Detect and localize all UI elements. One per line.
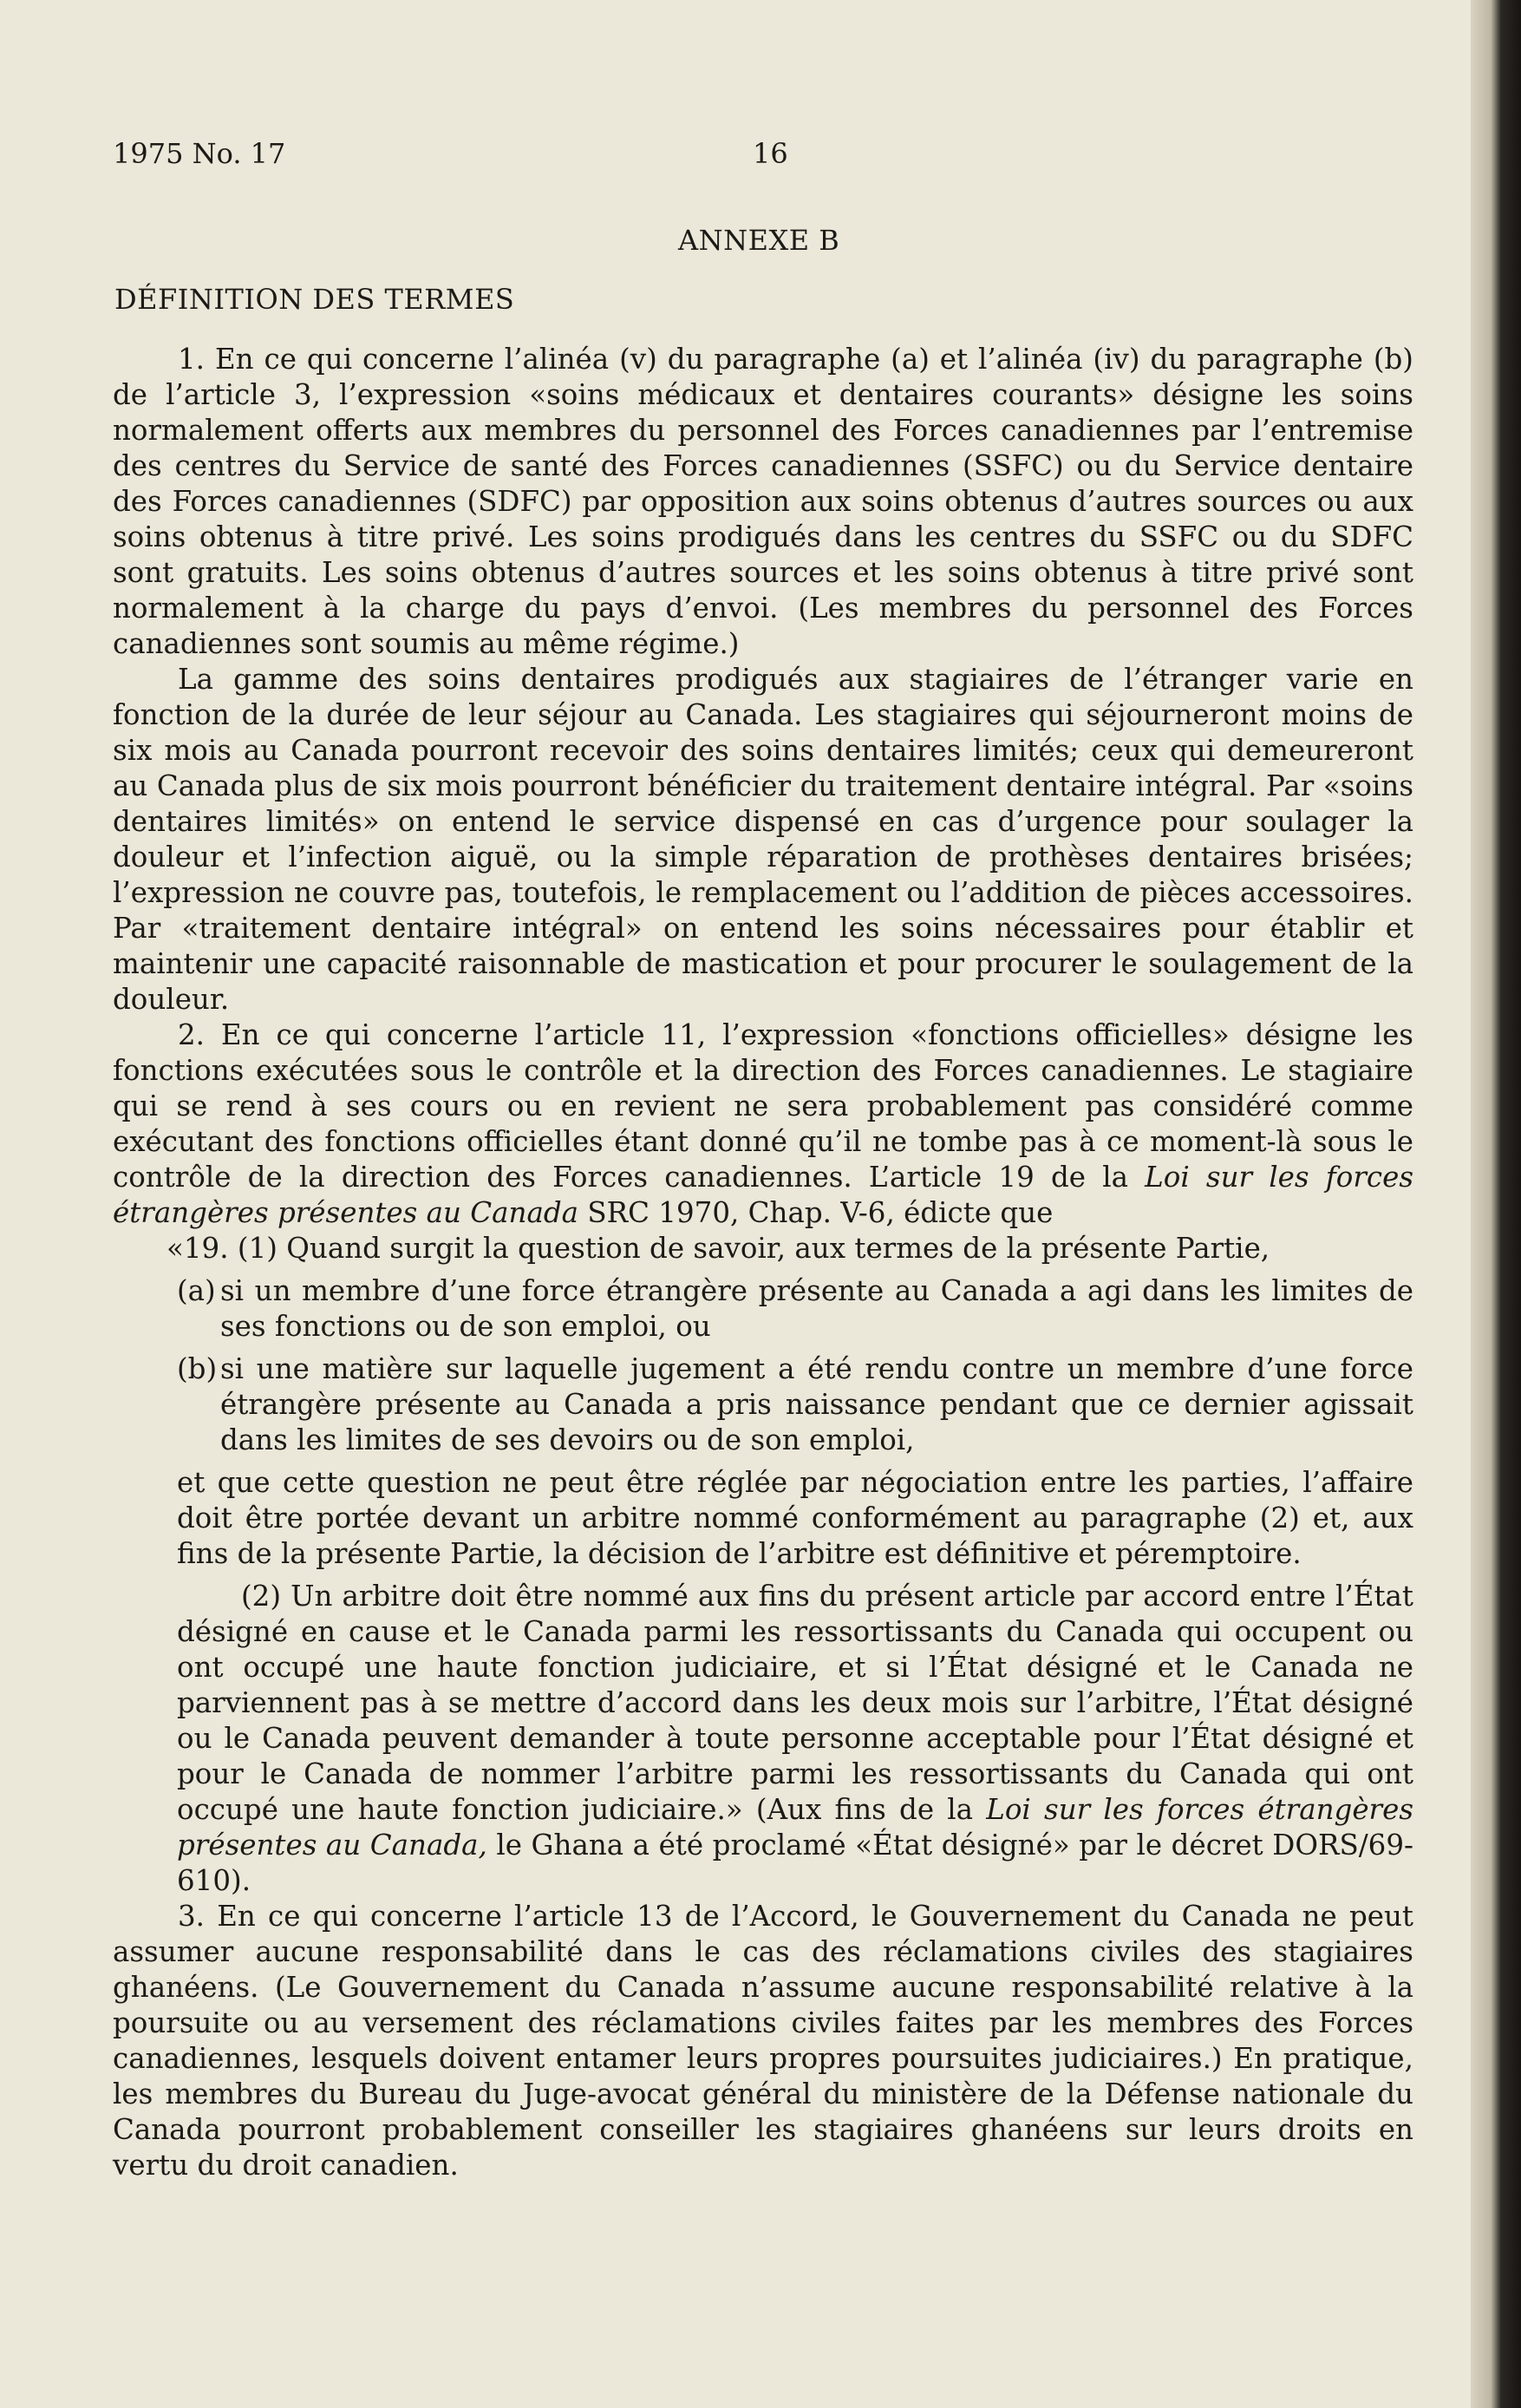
paragraph-2-text-end: SRC 1970, Chap. V-6, édicte que — [578, 1196, 1054, 1229]
paragraph-2 — [113, 1018, 1413, 1231]
paragraph-1-dental: La gamme des soins dentaires prodigués aux stagiaires de l’étranger varie en fonction de la durée de leur séjour au Canada. Les stagiaires qui séjourneront moins de six mois au Canada pourront recevoir des soins dentaires limités; ceux qui demeureront au Canada plus de six mois pourront bénéficier du traitement dentaire intégral. Par «soins dentaires limités» on entend le service dispensé en cas d’urgence pour soulager la douleur et l’infection aiguë, ou la simple réparation de prothèses dentaires brisées; l’expression ne couvre pas, toutefois, le remplacement ou l’addition de pièces accessoires. Par «traitement dentaire intégral» on entend les soins nécessaires pour établir et maintenir une capacité raisonnable de mastication et pour procurer le soulagement de la douleur. — [113, 663, 1413, 1016]
book-spine — [1471, 0, 1521, 2408]
list-text-b: si une matière sur laquelle jugement a été rendu contre un membre d’une force étrangère présente au Canada a pris naissance pendant que ce dernier agissait dans les limites de ses devoirs ou de son emploi, — [220, 1352, 1413, 1456]
list-item-b — [113, 1351, 1413, 1458]
list-text-a: si un membre d’une force étrangère présente au Canada a agi dans les limites de ses fonctions ou de son emploi, ou — [220, 1274, 1413, 1343]
paragraph-2-law-title: Loi sur les forces étrangères présentes au Canada — [113, 1161, 1413, 1229]
paragraph-1: 1. En ce qui concerne l’alinéa (v) du paragraphe (a) et l’alinéa (iv) du paragraphe (b) de l’article 3, l’expression «soins médicaux et dentaires courants» désigne les soins normalement offerts aux membres du personnel des Forces canadiennes par l’entremise des centres du Service de santé des Forces canadiennes (SSFC) ou du Service dentaire des Forces canadiennes (SDFC) par opposition aux soins obtenus d’autres sources ou aux soins obtenus à titre privé. Les soins prodigués dans les centres du SSFC ou du SDFC sont gratuits. Les soins obtenus d’autres sources et les soins obtenus à titre privé sont normalement à la charge du pays d’envoi. (Les membres du personnel des Forces canadiennes sont soumis au même régime.) — [113, 343, 1413, 660]
quote-subsection-2 — [113, 1579, 1413, 1899]
paragraph-2-text: 2. En ce qui concerne l’article 11, l’expression «fonctions officielles» désigne les fonctions exécutées sous le contrôle et la direction des Forces canadiennes. Le stagiaire qui se rend à ses cours ou en revient ne sera probablement pas considéré comme exécutant des fonctions officielles étant donné qu’il ne tombe pas à ce moment-là sous le contrôle de la direction des Forces canadiennes. L’article 19 de la — [113, 1018, 1413, 1194]
page-number: 16 — [753, 137, 788, 170]
list-label-b: (b) — [177, 1352, 218, 1385]
quote-continuation: et que cette question ne peut être réglée par négociation entre les parties, l’affaire doit être portée devant un arbitre nommé conformément au paragraphe (2) et, aux fins de la présente Partie, la décision de l’arbitre est définitive et péremptoire. — [177, 1466, 1413, 1570]
document-body — [113, 342, 1413, 2183]
quote-intro: «19. (1) Quand surgit la question de savoir, aux termes de la présente Partie, — [166, 1232, 1270, 1265]
paragraph-3: 3. En ce qui concerne l’article 13 de l’Accord, le Gouvernement du Canada ne peut assumer aucune responsabilité dans le cas des réclamations civiles des stagiaires ghanéens. (Le Gouvernement du Canada n’assume aucune responsabilité relative à la poursuite ou au versement des réclamations civiles faites par les membres des Forces canadiennes, lesquels doivent entamer leurs propres poursuites judiciaires.) En pratique, les membres du Bureau du Juge-avocat général du ministère de la Défense nationale du Canada pourront probablement conseiller les stagiaires ghanéens sur leurs droits en vertu du droit canadien. — [113, 1900, 1413, 2182]
list-item-a — [113, 1273, 1413, 1345]
page-header: 1975 No. 17 — [113, 137, 286, 170]
subsection-2-text: (2) Un arbitre doit être nommé aux fins du présent article par accord entre l’État désigné en cause et le Canada parmi les ressortissants du Canada qui occupent ou ont occupé une haute fonction judiciaire, et si l’État désigné et le Canada ne parviennent pas à se mettre d’accord dans les deux mois sur l’arbitre, l’État désigné ou le Canada peuvent demander à toute personne acceptable pour l’État désigné et pour le Canada de nommer l’arbitre parmi les ressortissants du Canada qui ont occupé une haute fonction judiciaire.» (Aux fins de la — [177, 1580, 1413, 1826]
subsection-2-law-title: Loi sur les forces étrangères présentes au Canada, — [177, 1793, 1413, 1862]
annex-title: ANNEXE B — [678, 224, 840, 257]
list-label-a: (a) — [177, 1274, 216, 1307]
section-title: DÉFINITION DES TERMES — [114, 283, 515, 316]
subsection-2-text-end: le Ghana a été proclamé «État désigné» par le décret DORS/69-610). — [177, 1829, 1414, 1897]
